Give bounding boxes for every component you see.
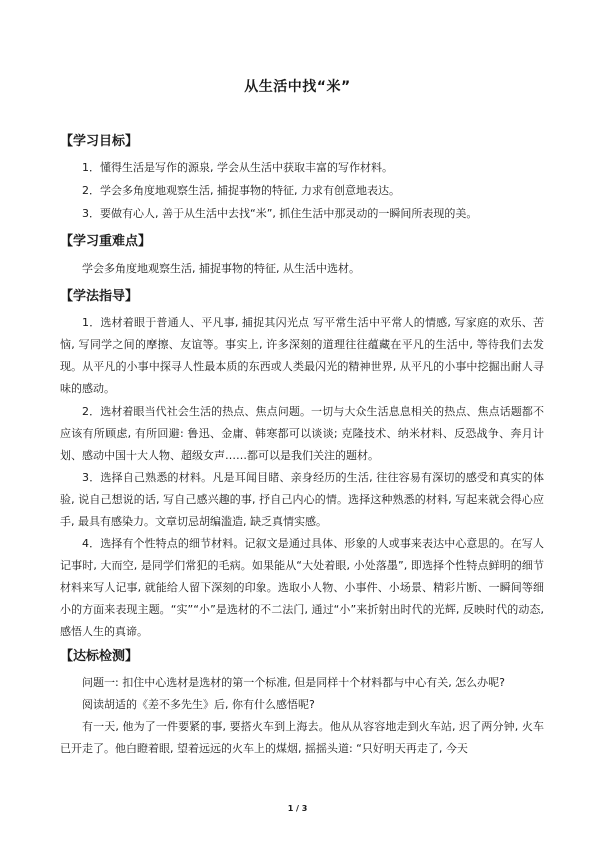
heading-key-points: 【学习重难点】 [60, 234, 152, 249]
goal-item-1: 1．懂得生活是写作的源泉, 学会从生活中获取丰富的写作材料。 [82, 161, 393, 174]
method-paragraph-1: 1．选材着眼于普通人、平凡事, 捕捉其闪光点 写平常生活中平常人的情感, 写家庭的欢乐、苦恼, 写同学之间的摩擦、友谊等。事实上, 许多深刻的道理往往蕴藏在平凡的生活中, 等待我们去发现。从平凡的小事中探寻人性最本质的东西或人类最闪光的精神世界, 从平凡的小事中挖掘出耐人寻味的感动。 [60, 316, 544, 395]
goal-item-3: 3．要做有心人, 善于从生活中去找“米”, 抓住生活中那灵动的一瞬间所表现的美。 [82, 207, 478, 220]
page-title: 从生活中找“米” [244, 79, 351, 95]
method-paragraph-3: 3．选择自己熟悉的材料。凡是耳闻目睹、亲身经历的生活, 往往容易有深切的感受和真实的体验, 说自己想说的话, 写自己感兴趣的事, 抒自己内心的情。选择这种熟悉的材料, 写起来就会得心应手, 最具有感染力。文章切忌胡编滥造, 缺乏真情实感。 [60, 471, 544, 528]
goal-item-2: 2．学会多角度地观察生活, 捕捉事物的特征, 力求有创意地表达。 [82, 184, 400, 197]
heading-method-guide: 【学法指导】 [60, 289, 139, 304]
key-points-text: 学会多角度地观察生活, 捕捉事物的特征, 从生活中选材。 [82, 262, 360, 275]
method-paragraph-4: 4．选择有个性特点的细节材料。记叙文是通过具体、形象的人或事来表达中心意思的。在写人记事时, 大而空, 是同学们常犯的毛病。如果能从“大处着眼, 小处落墨”, 即选择个性特点鲜明的细节材料来写人记事, 就能给人留下深刻的印象。选取小人物、小事件、小场景、精彩片断、一瞬间等细小的方面来表现主题。“实”“小”是选材的不二法门, 通过“小”来折射出时代的光辉, 反映时代的动态, 感悟人生的真谛。 [60, 537, 544, 638]
page-number: 1 / 3 [287, 804, 308, 813]
story-paragraph: 有一天, 他为了一件要紧的事, 要搭火车到上海去。他从从容容地走到火车站, 迟了两分钟, 火车已开走了。他白瞪着眼, 望着远远的火车上的煤烟, 摇摇头道: “只好明天再走了, 今天 [60, 720, 544, 755]
question-1-reading: 阅读胡适的《差不多先生》后, 你有什么感悟呢? [82, 698, 315, 711]
method-paragraph-2: 2．选材着眼当代社会生活的热点、焦点问题。一切与大众生活息息相关的热点、焦点话题都不应该有所顾虑, 有所回避: 鲁迅、金庸、韩寒都可以谈谈; 克隆技术、纳米材料、反恐战争、奔月计划、感动中国十大人物、超级女声……都可以是我们关注的题材。 [60, 405, 544, 462]
heading-assessment: 【达标检测】 [60, 649, 139, 664]
heading-learning-goals: 【学习目标】 [60, 134, 139, 149]
question-1: 问题一: 扣住中心选材是选材的第一个标准, 但是同样十个材料都与中心有关, 怎么办呢? [82, 676, 506, 689]
